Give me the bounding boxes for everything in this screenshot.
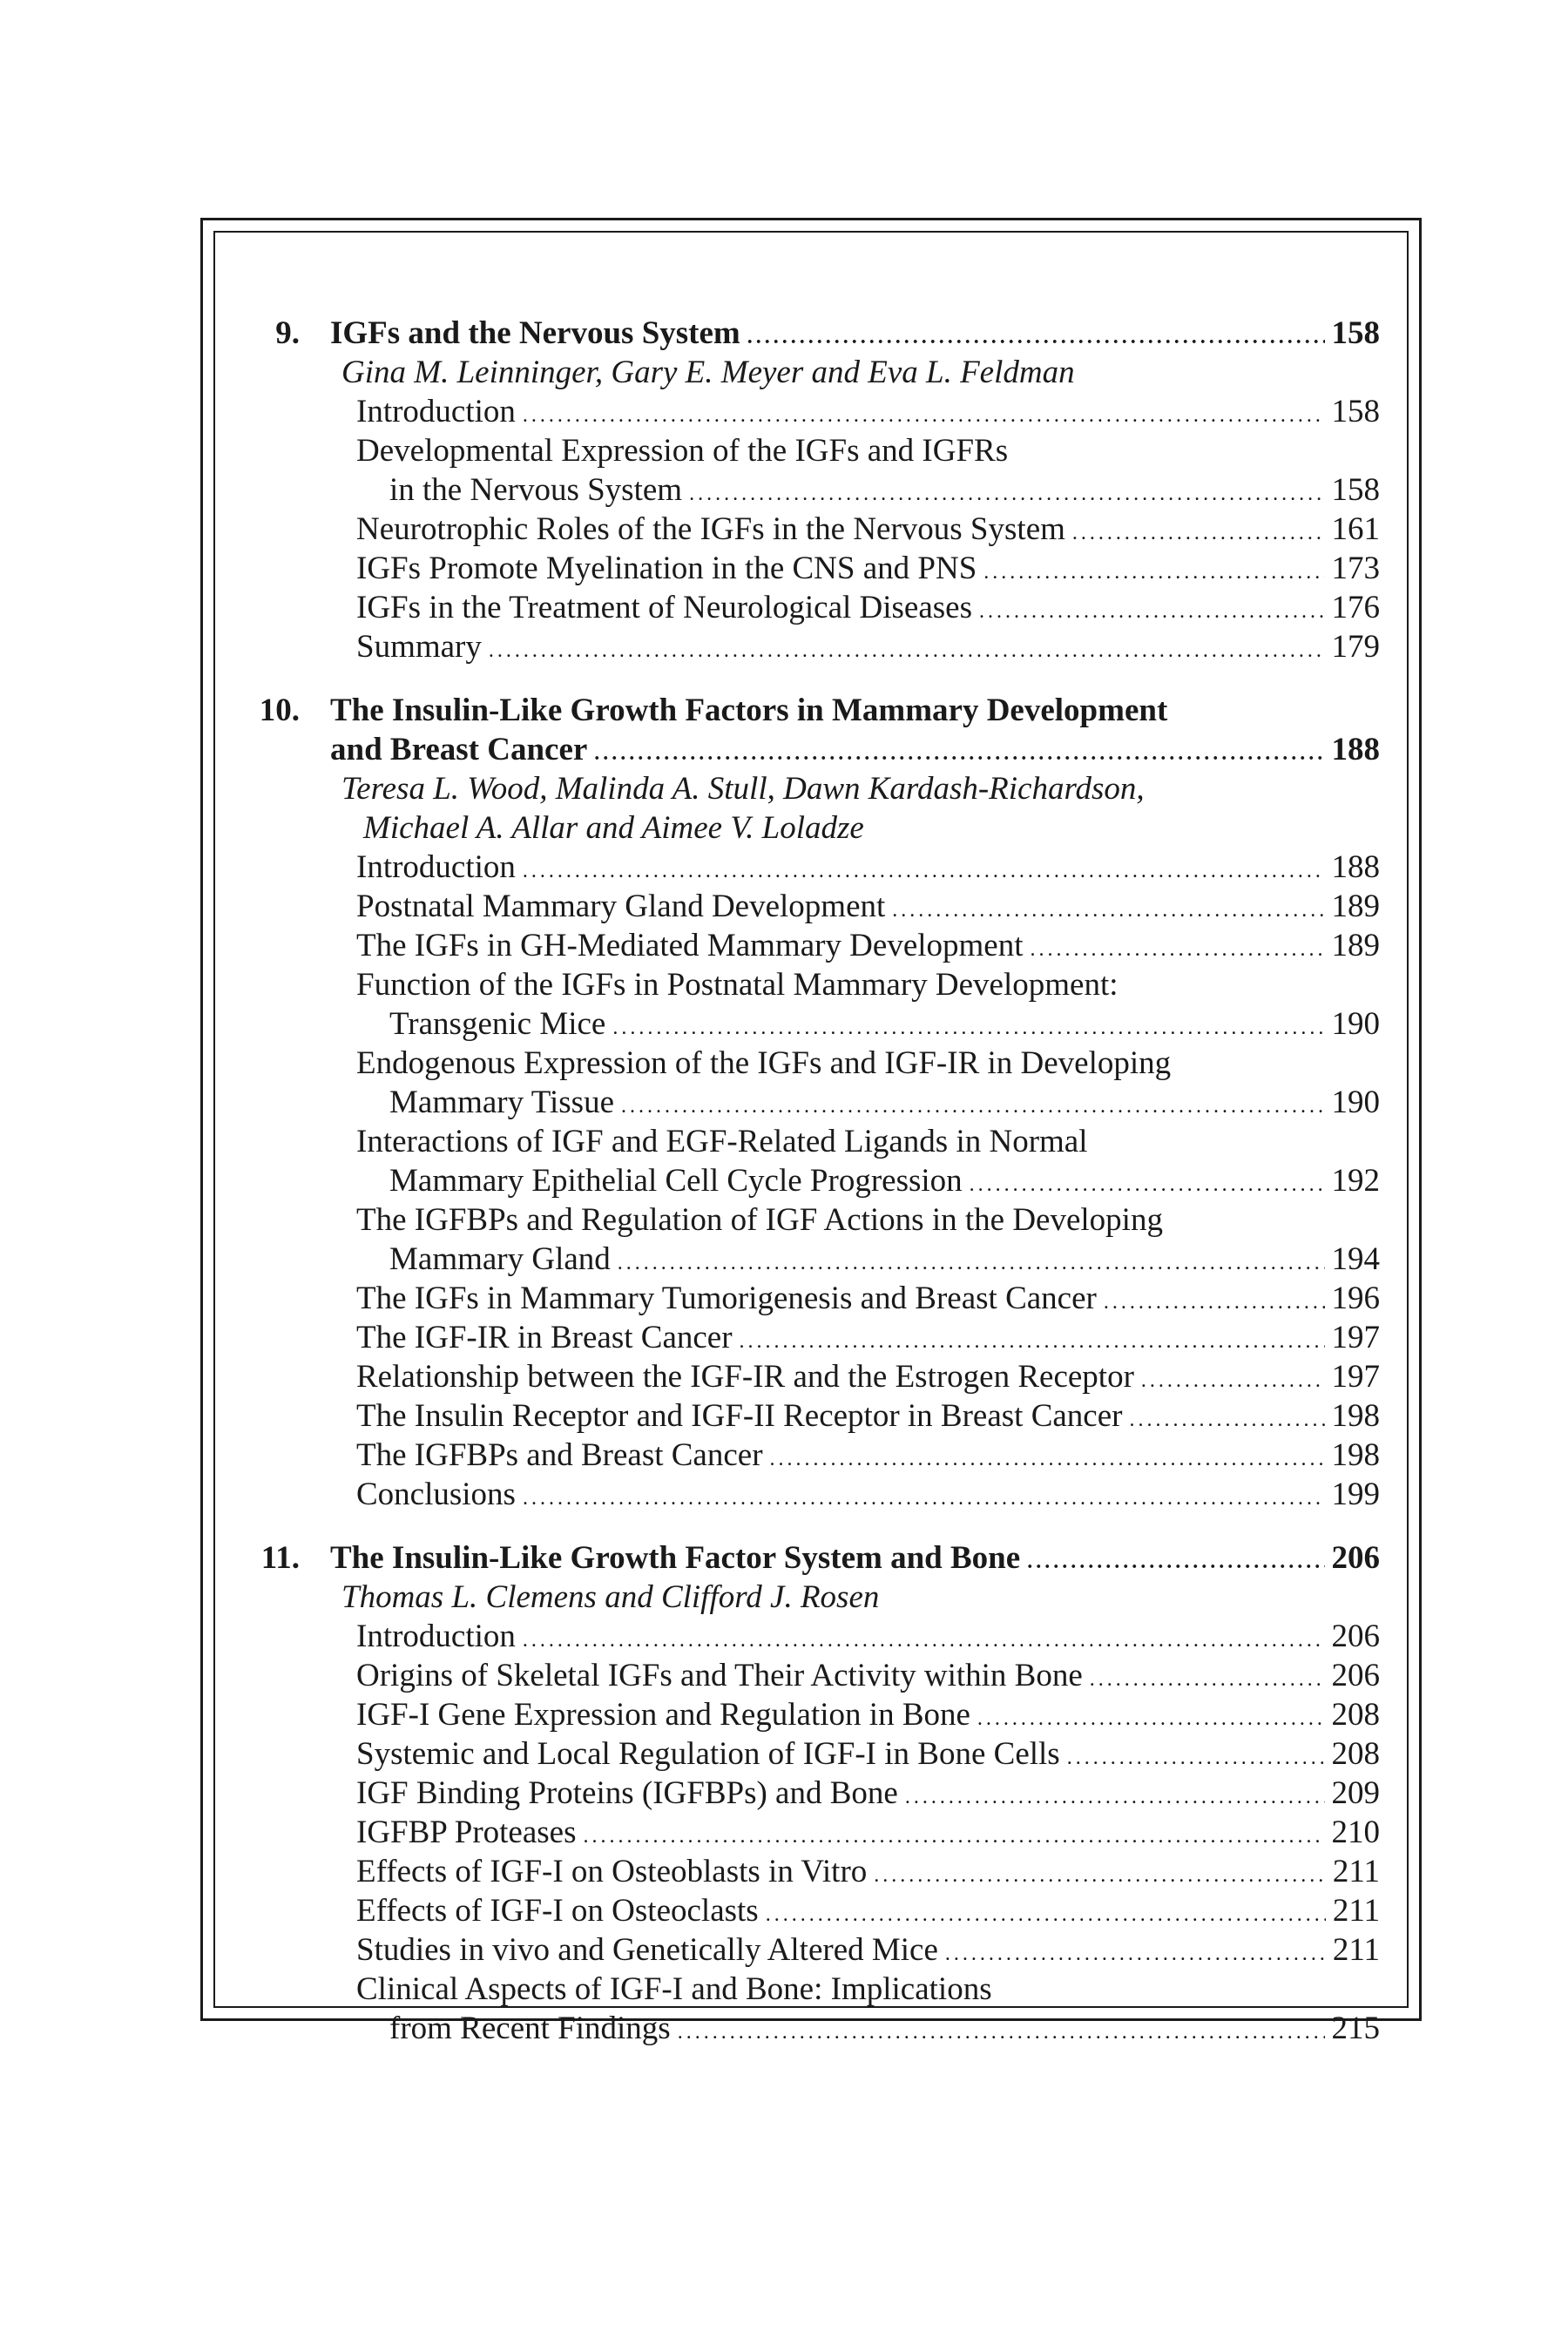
section-entry-text: Systemic and Local Regulation of IGF-I in Bone Cells bbox=[356, 1736, 1060, 1772]
section-entry[interactable] bbox=[247, 627, 1380, 666]
chapter-title-text: and Breast Cancer bbox=[330, 732, 588, 767]
leader-dots bbox=[979, 592, 1325, 632]
section-entry-text: Endogenous Expression of the IGFs and IGF-IR in Developing bbox=[356, 1045, 1172, 1081]
leader-dots bbox=[584, 1817, 1325, 1856]
section-entry[interactable] bbox=[247, 1970, 1380, 2009]
section-entry[interactable] bbox=[247, 887, 1380, 926]
page-number: 198 bbox=[1331, 1398, 1380, 1434]
section-entry-text: Mammary Gland bbox=[389, 1241, 611, 1277]
chapter-authors bbox=[247, 353, 1380, 392]
page-number: 199 bbox=[1331, 1477, 1380, 1512]
chapter-number: 10. bbox=[259, 693, 300, 728]
section-entry[interactable] bbox=[247, 1161, 1380, 1200]
leader-dots bbox=[740, 1322, 1325, 1362]
section-entry[interactable] bbox=[247, 510, 1380, 549]
chapter-title[interactable] bbox=[247, 314, 1380, 353]
leader-dots bbox=[1090, 1660, 1325, 1700]
page-number: 179 bbox=[1331, 629, 1380, 665]
section-entry-text: Introduction bbox=[356, 849, 516, 885]
leader-dots bbox=[977, 1700, 1325, 1739]
section-entry[interactable] bbox=[247, 1279, 1380, 1318]
section-entry-text: in the Nervous System bbox=[389, 472, 683, 508]
chapter-title-text: The Insulin-Like Growth Factor System and Bone bbox=[330, 1540, 1021, 1576]
leader-dots bbox=[1104, 1283, 1325, 1322]
leader-dots bbox=[523, 1479, 1325, 1518]
page-number: 189 bbox=[1331, 889, 1380, 924]
section-entry-text: IGFs Promote Myelination in the CNS and PNS bbox=[356, 551, 977, 586]
page-number: 158 bbox=[1331, 315, 1380, 351]
page-number: 208 bbox=[1331, 1736, 1380, 1772]
section-entry[interactable] bbox=[247, 1695, 1380, 1734]
section-entry-text: The IGFBPs and Breast Cancer bbox=[356, 1437, 763, 1473]
section-entry-text: Interactions of IGF and EGF-Related Ligands in Normal bbox=[356, 1124, 1088, 1159]
page-number: 208 bbox=[1331, 1697, 1380, 1733]
leader-dots bbox=[678, 2013, 1325, 2052]
page-number: 190 bbox=[1331, 1085, 1380, 1120]
section-entry[interactable] bbox=[247, 1200, 1380, 1240]
section-entry-text: IGFs in the Treatment of Neurological Diseases bbox=[356, 590, 972, 625]
leader-dots bbox=[1067, 1739, 1325, 1778]
page-number: 197 bbox=[1331, 1320, 1380, 1355]
section-entry[interactable] bbox=[247, 1656, 1380, 1695]
section-entry[interactable] bbox=[247, 1436, 1380, 1475]
section-entry-text: Introduction bbox=[356, 394, 516, 429]
section-entry-text: The IGF-IR in Breast Cancer bbox=[356, 1320, 733, 1355]
leader-dots bbox=[523, 852, 1325, 891]
leader-dots bbox=[1129, 1401, 1324, 1440]
section-entry-text: Transgenic Mice bbox=[389, 1006, 606, 1042]
page-number: 209 bbox=[1331, 1775, 1380, 1811]
section-entry[interactable] bbox=[247, 848, 1380, 887]
section-entry-text: IGF Binding Proteins (IGFBPs) and Bone bbox=[356, 1775, 898, 1811]
section-entry-text: Developmental Expression of the IGFs and IGFRs bbox=[356, 433, 1009, 469]
page-number: 215 bbox=[1331, 2011, 1380, 2046]
section-entry-text: Neurotrophic Roles of the IGFs in the Nervous System bbox=[356, 511, 1065, 547]
page-number: 211 bbox=[1332, 1893, 1380, 1929]
chapter-authors-text: Teresa L. Wood, Malinda A. Stull, Dawn Kardash-Richardson, bbox=[341, 771, 1145, 807]
page-number: 188 bbox=[1331, 849, 1380, 885]
section-entry-text: The Insulin Receptor and IGF-II Receptor in Breast Cancer bbox=[356, 1398, 1123, 1434]
section-entry[interactable] bbox=[247, 392, 1380, 431]
page-number: 196 bbox=[1331, 1281, 1380, 1316]
section-entry-text: Origins of Skeletal IGFs and Their Activity within Bone bbox=[356, 1658, 1083, 1693]
section-entry[interactable] bbox=[247, 1044, 1380, 1083]
section-entry[interactable] bbox=[247, 2009, 1380, 2048]
table-of-contents bbox=[247, 314, 1380, 2072]
section-entry[interactable] bbox=[247, 1318, 1380, 1357]
leader-dots bbox=[874, 1856, 1326, 1896]
page-number: 206 bbox=[1331, 1658, 1380, 1693]
section-entry[interactable] bbox=[247, 1122, 1380, 1161]
page-number: 198 bbox=[1331, 1437, 1380, 1473]
leader-dots bbox=[945, 1935, 1326, 1974]
leader-dots bbox=[612, 1009, 1324, 1048]
section-entry[interactable] bbox=[247, 1617, 1380, 1656]
section-entry[interactable] bbox=[247, 1852, 1380, 1891]
leader-dots bbox=[983, 553, 1324, 592]
chapter-title[interactable] bbox=[247, 1538, 1380, 1578]
leader-dots bbox=[770, 1440, 1325, 1479]
section-entry[interactable] bbox=[247, 965, 1380, 1004]
page-number: 158 bbox=[1331, 472, 1380, 508]
leader-dots bbox=[621, 1087, 1324, 1126]
chapter-authors-text: Thomas L. Clemens and Clifford J. Rosen bbox=[341, 1579, 880, 1615]
page-number: 173 bbox=[1331, 551, 1380, 586]
chapter-number: 11. bbox=[260, 1540, 300, 1576]
chapter-number: 9. bbox=[275, 315, 300, 351]
page-number: 194 bbox=[1331, 1241, 1380, 1277]
section-entry[interactable] bbox=[247, 1774, 1380, 1813]
section-entry-text: IGF-I Gene Expression and Regulation in Bone bbox=[356, 1697, 970, 1733]
section-entry[interactable] bbox=[247, 1475, 1380, 1514]
leader-dots bbox=[970, 1166, 1325, 1205]
leader-dots bbox=[618, 1244, 1325, 1283]
section-entry-text: Mammary Tissue bbox=[389, 1085, 615, 1120]
chapter-entry bbox=[247, 691, 1380, 1514]
section-entry-text: Effects of IGF-I on Osteoclasts bbox=[356, 1893, 759, 1929]
page-number: 188 bbox=[1331, 732, 1380, 767]
section-entry[interactable] bbox=[247, 549, 1380, 588]
page-number: 211 bbox=[1332, 1854, 1380, 1889]
leader-dots bbox=[1031, 930, 1325, 970]
section-entry-text: IGFBP Proteases bbox=[356, 1815, 577, 1850]
page-number: 189 bbox=[1331, 928, 1380, 963]
chapter-authors bbox=[247, 1578, 1380, 1617]
page-number: 197 bbox=[1331, 1359, 1380, 1395]
section-entry[interactable] bbox=[247, 470, 1380, 510]
section-entry-text: Summary bbox=[356, 629, 482, 665]
page-number: 206 bbox=[1331, 1619, 1380, 1654]
chapter-title-text: The Insulin-Like Growth Factors in Mammary Development bbox=[330, 693, 1168, 728]
section-entry-text: Function of the IGFs in Postnatal Mammary Development: bbox=[356, 967, 1119, 1003]
page-number: 206 bbox=[1331, 1540, 1380, 1576]
section-entry[interactable] bbox=[247, 1930, 1380, 1970]
page-number: 176 bbox=[1331, 590, 1380, 625]
leader-dots bbox=[892, 891, 1324, 930]
page-number: 158 bbox=[1331, 394, 1380, 429]
leader-dots bbox=[1027, 1543, 1324, 1582]
section-entry-text: Introduction bbox=[356, 1619, 516, 1654]
leader-dots bbox=[905, 1778, 1325, 1817]
leader-dots bbox=[1141, 1362, 1325, 1401]
page-number: 211 bbox=[1332, 1932, 1380, 1968]
section-entry-text: Postnatal Mammary Gland Development bbox=[356, 889, 886, 924]
leader-dots bbox=[489, 632, 1325, 671]
page-number: 190 bbox=[1331, 1006, 1380, 1042]
section-entry[interactable] bbox=[247, 1004, 1380, 1044]
section-entry[interactable] bbox=[247, 1396, 1380, 1436]
chapter-authors-text: Michael A. Allar and Aimee V. Loladze bbox=[363, 810, 864, 846]
chapter-title-text: IGFs and the Nervous System bbox=[330, 315, 740, 351]
section-entry-text: Relationship between the IGF-IR and the Estrogen Receptor bbox=[356, 1359, 1134, 1395]
section-entry[interactable] bbox=[247, 926, 1380, 965]
page-number: 161 bbox=[1331, 511, 1380, 547]
page-number: 192 bbox=[1331, 1163, 1380, 1199]
chapter-title[interactable] bbox=[247, 730, 1380, 769]
chapter-entry bbox=[247, 314, 1380, 666]
section-entry[interactable] bbox=[247, 1813, 1380, 1852]
section-entry[interactable] bbox=[247, 1357, 1380, 1396]
section-entry-text: Conclusions bbox=[356, 1477, 516, 1512]
section-entry[interactable] bbox=[247, 1891, 1380, 1930]
leader-dots bbox=[747, 318, 1325, 357]
section-entry-text: Clinical Aspects of IGF-I and Bone: Implications bbox=[356, 1971, 992, 2007]
page-number: 210 bbox=[1331, 1815, 1380, 1850]
chapter-authors bbox=[247, 808, 1380, 848]
chapter-entry bbox=[247, 1538, 1380, 2048]
chapter-authors bbox=[247, 769, 1380, 808]
section-entry-text: The IGFs in Mammary Tumorigenesis and Breast Cancer bbox=[356, 1281, 1097, 1316]
leader-dots bbox=[766, 1896, 1326, 1935]
section-entry[interactable] bbox=[247, 431, 1380, 470]
leader-dots bbox=[523, 1621, 1325, 1660]
section-entry-text: The IGFs in GH-Mediated Mammary Development bbox=[356, 928, 1024, 963]
section-entry[interactable] bbox=[247, 1734, 1380, 1774]
chapter-title[interactable] bbox=[247, 691, 1380, 730]
section-entry[interactable] bbox=[247, 1240, 1380, 1279]
leader-dots bbox=[594, 734, 1324, 774]
section-entry-text: from Recent Findings bbox=[389, 2011, 671, 2046]
section-entry-text: Effects of IGF-I on Osteoblasts in Vitro bbox=[356, 1854, 868, 1889]
section-entry[interactable] bbox=[247, 1083, 1380, 1122]
leader-dots bbox=[523, 396, 1325, 436]
leader-dots bbox=[1072, 514, 1325, 553]
section-entry-text: The IGFBPs and Regulation of IGF Actions in the Developing bbox=[356, 1202, 1163, 1238]
leader-dots bbox=[689, 475, 1324, 514]
section-entry[interactable] bbox=[247, 588, 1380, 627]
section-entry-text: Mammary Epithelial Cell Cycle Progression bbox=[389, 1163, 963, 1199]
chapter-authors-text: Gina M. Leinninger, Gary E. Meyer and Eva L. Feldman bbox=[341, 355, 1075, 390]
section-entry-text: Studies in vivo and Genetically Altered Mice bbox=[356, 1932, 938, 1968]
